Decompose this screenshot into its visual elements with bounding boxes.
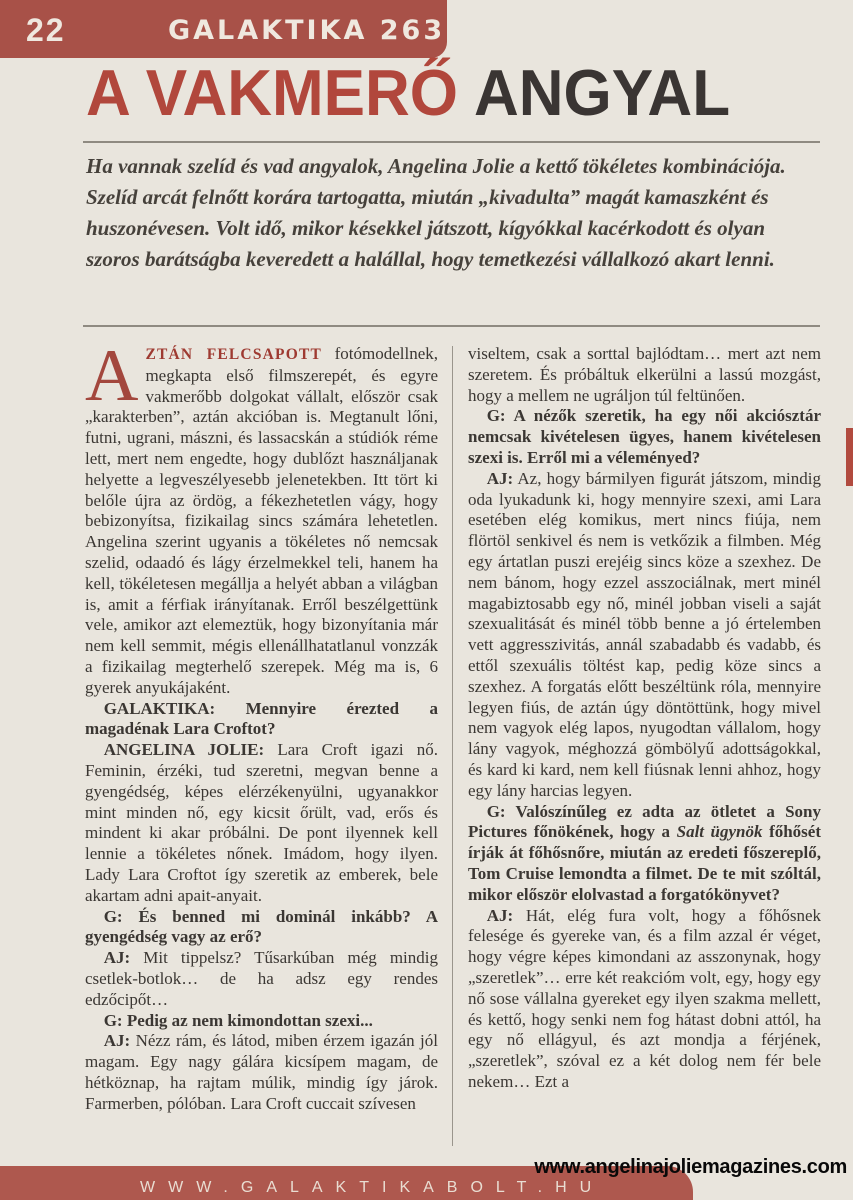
answer-speaker: AJ: (103, 948, 131, 968)
right-column (468, 344, 821, 1114)
movie-title: Salt ügynök (676, 822, 763, 842)
intro-deck: Ha vannak szelíd és vad angyalok, Angelina Jolie a kettő tökéletes kombinációja. Szelíd arcát felnőtt korára tartogatta, miután „kivadulta” magát kamaszként és huszonévesen. Volt idő, mikor késekkel játszott, kígyókkal kacérkodott és olyan szoros barátságba keveredett a halállal, hogy temetkezési vállalkozó akart lenni. (86, 154, 786, 271)
answer-speaker: ANGELINA JOLIE: (103, 740, 265, 760)
interview-question (468, 802, 821, 906)
answer-speaker: AJ: (103, 1031, 131, 1051)
answer-text: Mit tippelsz? Tűsarkúban még mindig csetlek-botlok… de ha adsz egy rendes edzőcipőt… (85, 948, 439, 1009)
article-title (86, 57, 731, 130)
watermark-url: www.angelinajoliemagazines.com (534, 1156, 847, 1178)
interview-question: G: Pedig az nem kimondottan szexi... (103, 1010, 373, 1030)
interview-question: GALAKTIKA: Mennyire érezted a magadénak Lara Croftot? (85, 698, 438, 739)
question-text: főhősét írják át főhősnőre, miután az eredeti főszereplő, Tom Cruise lemondta a filmet. De te mit szóltál, mikor először elolvastad a forgatókönyvet? (468, 822, 822, 904)
column-divider (452, 346, 453, 1146)
article-title-dark: ANGYAL (474, 57, 731, 130)
article-body (85, 335, 822, 1114)
lead-paragraph (85, 335, 438, 699)
article-title-red: A VAKMERŐ (86, 57, 458, 130)
header-banner (0, 0, 447, 58)
answer-text: Az, hogy bármilyen figurát játszom, mindig oda lyukadunk ki, hogy mennyire szexi, ami Lara esetében elég komikus, mert nincs fiúja, nem flörtöl senkivel és nem is vetkőzik a filmben. Még egy ártatlan puszi erejéig sincs köze a szexhez. De nem bánom, hogy ezzel asszociálnak, mert minél magabiztosabb egy nő, minél jobban viseli a saját szexualitását és minél több benne a jó értelemben vett aggresszivitás, annál szabadabb és vadabb, és ettől szexuális töltést kap, pedig köze sincs a szexhez. A forgatás előtt beszéltünk róla, mennyire legyen fiús, de aztán úgy döntöttünk, hogy mivel nem vagyok elég lapos, nyugodtan vállalom, hogy lány vagyok, méghozzá gömbölyű adottságokkal, és kard ki kard, nem kell fiúsnak lenni ahhoz, hogy egy lány harcias legyen. (468, 468, 821, 800)
page-edge-red-tab (846, 428, 853, 486)
divider-rule-top (83, 141, 820, 143)
question-text: G: Valószínűleg ez adta az ötletet a Sony Pictures főnökének, hogy a (468, 801, 821, 842)
drop-cap: A (85, 335, 139, 417)
answer-text: Lara Croft igazi nő. Feminin, érzéki, tud szeretni, megvan benne a gyengédség, képes elérzékenyülni, ugyanakkor mint minden nő, egy kicsit őrült, vad, erős és mindent ki akar próbálni. De pont ilyennek kell lennie a tökéletes nőnek. Imádom, hogy ilyen. Lady Lara Croftot így szeretik az emberek, bele akartam adni apait-anyait. (85, 740, 438, 905)
lead-smallcaps: ZTÁN FELCSAPOTT (145, 346, 323, 363)
left-column (85, 335, 439, 1114)
divider-rule-mid (83, 325, 820, 327)
interview-question: G: És benned mi dominál inkább? A gyengédség vagy az erő? (85, 906, 438, 947)
answer-text: Hát, elég fura volt, hogy a főhősnek felesége és gyereke van, és a film azzal ér véget, hogy végre képes kimondani az asszonynak, hogy „szeretlek”… erre két reakcióm volt, egy, hogy egy nő sose vállalna gyereket egy ilyen szakma mellett, és kettő, hogy senki nem fog hátast dobni attól, ha egy nő ellágyul, és azt mondja a férjének, „szeretlek”, szóval ez a két dolog nem fér bele nekem… Ezt a (468, 905, 821, 1091)
answer-text: Nézz rám, és látod, miben érzem igazán jól magam. Egy nagy gálára kicsípem magam, de hétköznap, ha rajtam múlik, mindig így járok. Farmerben, pólóban. Lara Croft cuccait szívesen (85, 1031, 438, 1113)
answer-speaker: AJ: (486, 468, 514, 488)
interview-answer (85, 1031, 438, 1114)
lead-text: fotómodellnek, megkapta első filmszerepét, és egyre vakmerőbb dolgokat vállalt, először csak „karakterben”, aztán akcióban is. Megtanult lőni, futni, ugrani, mászni, és lassacskán a stúdiók réme lett, mert nem engedte, hogy dublőzt használjanak helyette a legveszélyesebb jelenetekben. Itt tört ki belőle újra az ördög, a fékezhetetlen vágy, hogy bebizonyítsa, fizikailag sincs számára lehetetlen. Angelina szerint ugyanis a tökéletes nő nemcsak szelid, odaadó és lágy érzelmekkel teli, hanem ha kell, tökéletesen megállja a helyét abban a világban is, amit a férfiak irányítanak. Erről beszélgettünk vele, amikor azt elemeztük, hogy bizonyítania már nem kell semmit, mégis ellenállhatatlanul vonzzák a fizikailag megterhelő szerepek. Még ma is, 6 gyerek anyukájaként. (85, 344, 438, 697)
answer-speaker: AJ: (486, 905, 514, 925)
continuation-paragraph: viseltem, csak a sorttal bajlódtam… mert azt nem szeretem. És próbáltuk elkerülni a lassú mozgást, hogy a mellem ne ugráljon túl feltünően. (468, 344, 821, 405)
interview-answer (468, 469, 821, 802)
interview-answer (85, 740, 438, 906)
magazine-logo: GALAKTIKA 263 (168, 15, 446, 46)
shop-url: WWW.GALAKTIKABOLT.HU (140, 1179, 605, 1196)
interview-question: G: A nézők szeretik, ha egy női akciósztár nemcsak kivételesen ügyes, hanem kivételesen szexi is. Erről mi a véleményed? (468, 406, 821, 467)
interview-answer (468, 906, 821, 1093)
interview-answer (85, 948, 438, 1010)
page-number: 22 (26, 12, 66, 48)
